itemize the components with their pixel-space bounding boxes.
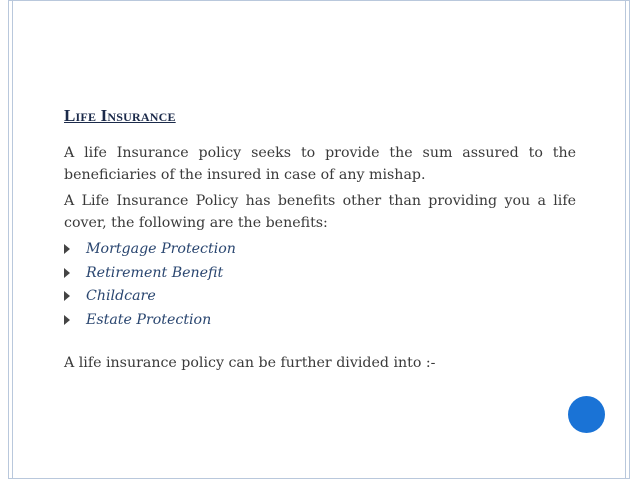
arrow-bullet-icon <box>64 291 70 301</box>
frame-top <box>8 0 630 1</box>
list-item <box>64 238 576 262</box>
arrow-bullet-icon <box>64 315 70 325</box>
benefit-label: Estate Protection <box>86 311 212 328</box>
benefit-label: Mortgage Protection <box>86 241 236 257</box>
frame-left-inner <box>12 0 13 479</box>
list-item <box>64 309 576 333</box>
slide-content <box>64 142 576 378</box>
list-item <box>64 285 576 309</box>
benefits-list <box>64 238 576 332</box>
closing-paragraph: A life insurance policy can be further divided into :- <box>64 355 436 371</box>
frame-left-outer <box>8 0 9 479</box>
accent-circle <box>568 396 605 433</box>
benefit-label: Retirement Benefit <box>86 264 224 281</box>
benefits-intro-paragraph: A Life Insurance Policy has benefits other than providing you a life cover, the following are the benefits: <box>64 193 576 231</box>
arrow-bullet-icon <box>64 244 70 254</box>
slide-title: Life Insurance <box>64 106 176 125</box>
frame-right-outer <box>629 0 630 479</box>
list-item <box>64 262 576 286</box>
intro-paragraph: A life Insurance policy seeks to provide the sum assured to the beneficiaries of the insured in case of any mishap. <box>64 145 576 183</box>
arrow-bullet-icon <box>64 268 70 278</box>
benefit-label: Childcare <box>86 288 156 304</box>
frame-right-inner <box>625 0 626 479</box>
